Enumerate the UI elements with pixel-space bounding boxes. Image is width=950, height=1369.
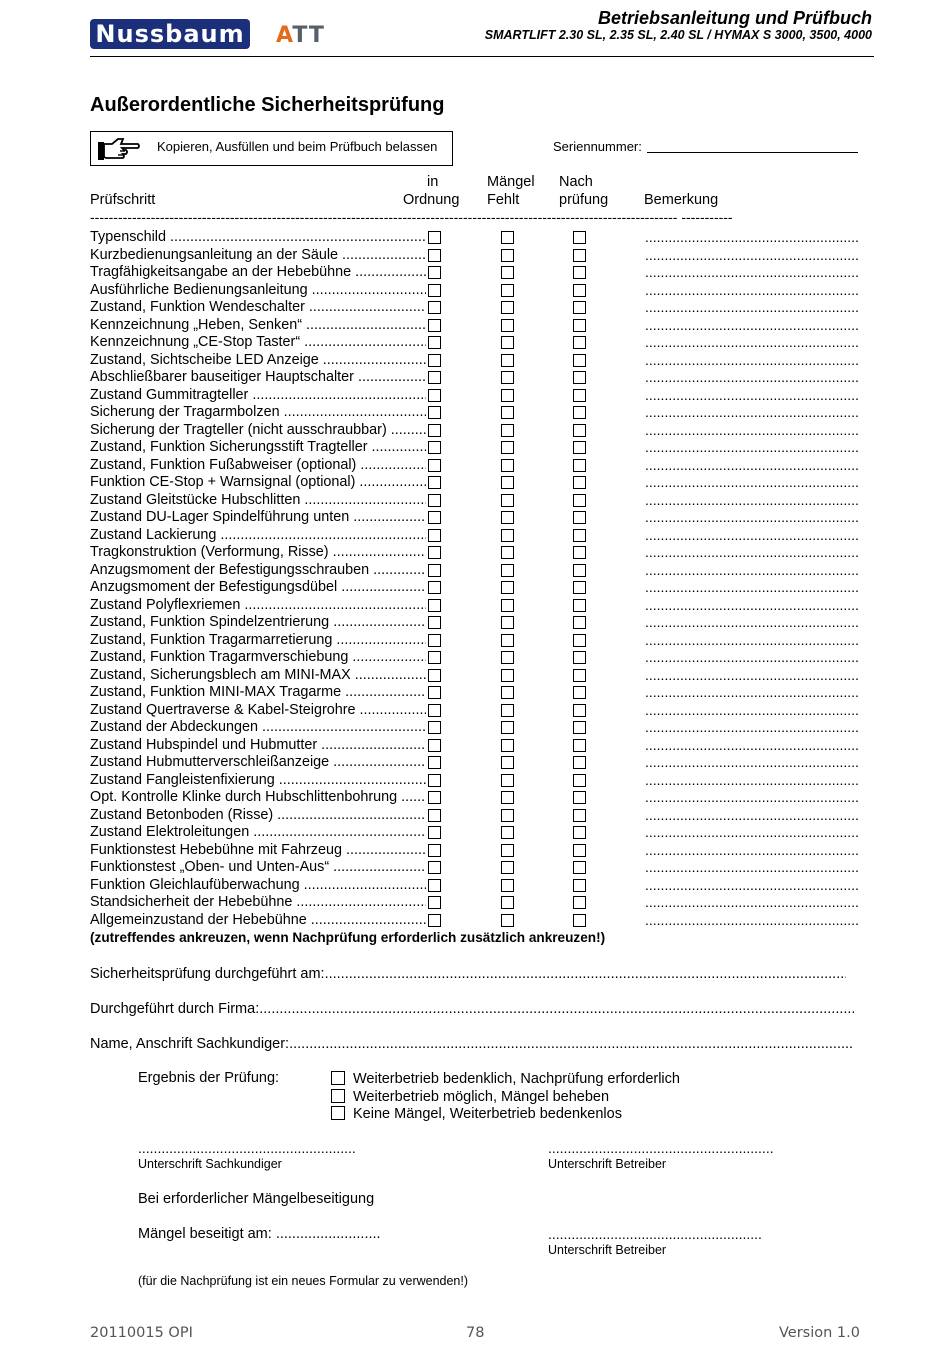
remark-field[interactable] — [645, 684, 858, 701]
checklist-item-label: Zustand, Funktion Tragarmverschiebung ..... — [90, 649, 426, 666]
checkbox-ok[interactable] — [428, 564, 441, 577]
header-separator: ------------------------------------------------------------------------------------------------------------------------------ ----------- — [90, 209, 733, 225]
remark-field[interactable] — [645, 334, 858, 351]
checkbox-recheck[interactable] — [573, 581, 586, 594]
pointing-hand-icon — [96, 136, 140, 162]
checkbox-ok[interactable] — [428, 756, 441, 769]
checkbox-defect[interactable] — [501, 459, 514, 472]
performed-by-field[interactable]: Durchgeführt durch Firma: ..... — [90, 1000, 854, 1018]
checkbox-recheck[interactable] — [573, 564, 586, 577]
checkbox-recheck[interactable] — [573, 669, 586, 682]
checkbox-defect[interactable] — [501, 494, 514, 507]
result-option-3[interactable] — [331, 1105, 622, 1123]
checkbox-defect[interactable] — [501, 581, 514, 594]
checkbox-recheck[interactable] — [573, 406, 586, 419]
checkbox-recheck[interactable] — [573, 354, 586, 367]
checkbox-recheck[interactable] — [573, 861, 586, 874]
checkbox-ok[interactable] — [428, 809, 441, 822]
result-option-1-label: Weiterbetrieb bedenklich, Nachprüfung erforderlich — [353, 1071, 680, 1087]
checkbox-defect[interactable] — [501, 249, 514, 262]
checkbox-recheck[interactable] — [573, 336, 586, 349]
checklist-item-label: Zustand DU-Lager Spindelführung unten ..... — [90, 509, 426, 526]
remark-field[interactable] — [645, 842, 858, 859]
checklist-item-label: Zustand, Sichtscheibe LED Anzeige ..... — [90, 352, 426, 369]
remark-field[interactable] — [645, 544, 858, 561]
att-logo: ATT — [276, 23, 325, 48]
checklist-item-label: Typenschild ..... — [90, 229, 426, 246]
checklist-item-label: Sicherung der Tragteller (nicht ausschraubbar) ..... — [90, 422, 426, 439]
remark-field[interactable] — [645, 562, 858, 579]
checkbox-recheck[interactable] — [573, 476, 586, 489]
checkbox-recheck[interactable] — [573, 721, 586, 734]
checkbox-ok[interactable] — [428, 336, 441, 349]
remark-field[interactable] — [645, 247, 858, 264]
checkbox-recheck[interactable] — [573, 319, 586, 332]
remark-field[interactable] — [645, 352, 858, 369]
checkbox-recheck[interactable] — [573, 739, 586, 752]
checkbox-ok[interactable] — [428, 476, 441, 489]
operator-signature-caption: Unterschrift Betreiber — [548, 1157, 667, 1171]
checkbox-ok[interactable] — [428, 511, 441, 524]
checkbox-recheck[interactable] — [573, 529, 586, 542]
checkbox-ok[interactable] — [428, 826, 441, 839]
remark-field[interactable] — [645, 439, 858, 456]
checkbox-recheck[interactable] — [573, 266, 586, 279]
header-divider — [90, 56, 874, 57]
serial-number-label: Seriennummer: — [553, 139, 642, 154]
checklist-item-label: Zustand Gummitragteller ..... — [90, 387, 426, 404]
checkbox-ok[interactable] — [428, 791, 441, 804]
remark-field[interactable] — [645, 614, 858, 631]
checkbox-recheck[interactable] — [573, 546, 586, 559]
checkbox-ok[interactable] — [428, 494, 441, 507]
checkbox-recheck[interactable] — [573, 879, 586, 892]
checklist-item-label: Tragkonstruktion (Verformung, Risse) ..... — [90, 544, 426, 561]
checkbox-defect[interactable] — [501, 651, 514, 664]
remark-field[interactable] — [645, 474, 858, 491]
checklist-item-label: Zustand Fangleistenfixierung ..... — [90, 772, 426, 789]
checklist-item-label: Zustand Quertraverse & Kabel-Steigrohre ..... — [90, 702, 426, 719]
checkbox-ok[interactable] — [428, 721, 441, 734]
checkbox-ok[interactable] — [428, 319, 441, 332]
remark-field[interactable] — [645, 737, 858, 754]
remark-field[interactable] — [645, 264, 858, 281]
checklist-item-label: Anzugsmoment der Befestigungsdübel ..... — [90, 579, 426, 596]
checklist-item-label: Kennzeichnung „Heben, Senken“ ..... — [90, 317, 426, 334]
page-heading: Außerordentliche Sicherheitsprüfung — [90, 94, 445, 116]
checkbox-recheck[interactable] — [573, 424, 586, 437]
remark-field[interactable] — [645, 772, 858, 789]
remark-field[interactable] — [645, 859, 858, 876]
checkbox-recheck[interactable] — [573, 826, 586, 839]
operator-signature-line[interactable]: .......................................................... — [548, 1140, 774, 1156]
checkbox-recheck[interactable] — [573, 301, 586, 314]
checkbox-defect[interactable] — [501, 284, 514, 297]
repair-heading: Bei erforderlicher Mängelbeseitigung — [138, 1191, 375, 1207]
checkbox-defect[interactable] — [501, 336, 514, 349]
remark-field[interactable] — [645, 422, 858, 439]
checkbox-ok[interactable] — [428, 616, 441, 629]
checklist-item-label: Anzugsmoment der Befestigungsschrauben ..... — [90, 562, 426, 579]
expert-signature-caption: Unterschrift Sachkundiger — [138, 1157, 282, 1171]
checkbox-recheck[interactable] — [573, 791, 586, 804]
checklist-item-label: Zustand Polyflexriemen ..... — [90, 597, 426, 614]
checkbox-ok[interactable] — [428, 879, 441, 892]
checkbox-recheck[interactable] — [573, 389, 586, 402]
result-label: Ergebnis der Prüfung: — [138, 1070, 280, 1086]
col-ok-line2: Ordnung — [403, 192, 460, 208]
checkbox-defect[interactable] — [501, 231, 514, 244]
checklist-item-label: Zustand, Sicherungsblech am MINI-MAX ..... — [90, 667, 426, 684]
remark-field[interactable] — [645, 824, 858, 841]
remark-field[interactable] — [645, 894, 858, 911]
checkbox-defect[interactable] — [501, 896, 514, 909]
col-defect-line1: Mängel — [487, 174, 535, 190]
checklist-item-label: Zustand Betonboden (Risse) ..... — [90, 807, 426, 824]
document-title: Betriebsanleitung und Prüfbuch — [597, 8, 872, 28]
checklist-item-label: Zustand der Abdeckungen ..... — [90, 719, 426, 736]
checkbox-recheck[interactable] — [573, 599, 586, 612]
checkbox-ok[interactable] — [428, 389, 441, 402]
checkbox-ok[interactable] — [428, 896, 441, 909]
checkbox-ok[interactable] — [428, 634, 441, 647]
checkbox-ok[interactable] — [428, 686, 441, 699]
checkbox-recheck[interactable] — [573, 284, 586, 297]
checkbox-recheck[interactable] — [573, 459, 586, 472]
checklist-item-label: Funktion Gleichlaufüberwachung ..... — [90, 877, 426, 894]
checklist-item-label: Zustand Elektroleitungen ..... — [90, 824, 426, 841]
checkbox-recheck[interactable] — [573, 441, 586, 454]
result-option-1[interactable] — [331, 1070, 680, 1088]
checklist-item-label: Zustand Hubmutterverschleißanzeige ..... — [90, 754, 426, 771]
checkbox-ok[interactable] — [428, 651, 441, 664]
checkbox-defect[interactable] — [501, 914, 514, 927]
col-ok-line1: in — [427, 174, 439, 190]
checklist-item-label: Funktionstest „Oben- und Unten-Aus“ ..... — [90, 859, 426, 876]
checkbox-ok[interactable] — [428, 669, 441, 682]
checkbox-defect[interactable] — [501, 406, 514, 419]
expert-field[interactable]: Name, Anschrift Sachkundiger: ..... — [90, 1035, 853, 1053]
remark-field[interactable] — [645, 667, 858, 684]
remark-field[interactable] — [645, 229, 858, 246]
checkbox-defect[interactable] — [501, 476, 514, 489]
checklist-item-label: Kurzbedienungsanleitung an der Säule ..... — [90, 247, 426, 264]
checkbox-ok[interactable] — [428, 774, 441, 787]
checkbox-defect[interactable] — [501, 616, 514, 629]
checkbox-ok[interactable] — [428, 406, 441, 419]
checkbox-defect[interactable] — [501, 686, 514, 699]
checklist-item-label: Tragfähigkeitsangabe an der Hebebühne ..... — [90, 264, 426, 281]
footer-version: Version 1.0 — [779, 1325, 860, 1341]
checkbox-defect[interactable] — [501, 301, 514, 314]
serial-number-field[interactable] — [647, 152, 858, 153]
checkbox-recheck[interactable] — [573, 914, 586, 927]
checklist-item-label: Allgemeinzustand der Hebebühne ..... — [90, 912, 426, 929]
col-step: Prüfschritt — [90, 192, 156, 208]
checkbox-defect[interactable] — [501, 319, 514, 332]
remark-field[interactable] — [645, 702, 858, 719]
checkbox-defect[interactable] — [501, 791, 514, 804]
checkbox-ok[interactable] — [428, 441, 441, 454]
checklist-item-label: Zustand, Funktion Sicherungsstift Tragteller ..... — [90, 439, 426, 456]
repair-operator-signature-line[interactable]: ....................................................... — [548, 1226, 762, 1242]
remark-field[interactable] — [645, 492, 858, 509]
checkbox-recheck[interactable] — [573, 809, 586, 822]
checkbox-ok[interactable] — [428, 249, 441, 262]
checklist-item-label: Zustand, Funktion MINI-MAX Tragarme ..... — [90, 684, 426, 701]
checkbox-defect[interactable] — [501, 529, 514, 542]
checkbox-recheck[interactable] — [573, 231, 586, 244]
checkbox-ok[interactable] — [428, 546, 441, 559]
checkbox-ok[interactable] — [428, 599, 441, 612]
checklist-item-label: Zustand Lackierung ..... — [90, 527, 426, 544]
result-checkbox-1[interactable] — [331, 1071, 345, 1085]
remark-field[interactable] — [645, 387, 858, 404]
remark-field[interactable] — [645, 649, 858, 666]
checkbox-defect[interactable] — [501, 721, 514, 734]
remark-field[interactable] — [645, 912, 858, 929]
checkbox-defect[interactable] — [501, 266, 514, 279]
checkbox-defect[interactable] — [501, 441, 514, 454]
checklist-item-label: Ausführliche Bedienungsanleitung ..... — [90, 282, 426, 299]
remark-field[interactable] — [645, 404, 858, 421]
checkbox-ok[interactable] — [428, 529, 441, 542]
remark-field[interactable] — [645, 299, 858, 316]
checkbox-ok[interactable] — [428, 844, 441, 857]
checklist-item-label: Zustand, Funktion Spindelzentrierung ..... — [90, 614, 426, 631]
result-checkbox-3[interactable] — [331, 1106, 345, 1120]
remark-field[interactable] — [645, 632, 858, 649]
checkbox-recheck[interactable] — [573, 371, 586, 384]
remark-field[interactable] — [645, 719, 858, 736]
checkbox-recheck[interactable] — [573, 651, 586, 664]
remark-field[interactable] — [645, 789, 858, 806]
new-form-note: (für die Nachprüfung ist ein neues Formular zu verwenden!) — [138, 1274, 469, 1288]
result-option-2[interactable] — [331, 1088, 609, 1106]
result-option-3-label: Keine Mängel, Weiterbetrieb bedenkenlos — [353, 1106, 622, 1122]
checkbox-defect[interactable] — [501, 739, 514, 752]
checkbox-defect[interactable] — [501, 511, 514, 524]
performed-on-field[interactable]: Sicherheitsprüfung durchgeführt am: ..... — [90, 965, 846, 983]
remark-field[interactable] — [645, 579, 858, 596]
checkbox-recheck[interactable] — [573, 634, 586, 647]
checkbox-ok[interactable] — [428, 459, 441, 472]
checkbox-ok[interactable] — [428, 704, 441, 717]
col-remark: Bemerkung — [644, 192, 719, 208]
copy-note-text: Kopieren, Ausfüllen und beim Prüfbuch belassen — [157, 139, 438, 154]
checkbox-defect[interactable] — [501, 669, 514, 682]
checklist-item-label: Zustand, Funktion Wendeschalter ..... — [90, 299, 426, 316]
footer-page-number: 78 — [466, 1325, 485, 1341]
checkbox-ok[interactable] — [428, 914, 441, 927]
checklist-item-label: Funktionstest Hebebühne mit Fahrzeug ..... — [90, 842, 426, 859]
checkbox-ok[interactable] — [428, 861, 441, 874]
checkbox-ok[interactable] — [428, 354, 441, 367]
checkbox-recheck[interactable] — [573, 511, 586, 524]
remark-field[interactable] — [645, 527, 858, 544]
checkbox-recheck[interactable] — [573, 896, 586, 909]
checkbox-defect[interactable] — [501, 704, 514, 717]
checkbox-ok[interactable] — [428, 581, 441, 594]
col-recheck-line2: prüfung — [559, 192, 609, 208]
result-checkbox-2[interactable] — [331, 1089, 345, 1103]
remark-field[interactable] — [645, 317, 858, 334]
checklist-item-label: Opt. Kontrolle Klinke durch Hubschlittenbohrung ..... — [90, 789, 426, 806]
repair-date-field[interactable]: Mängel beseitigt am: .......................... — [138, 1226, 381, 1242]
checkbox-defect[interactable] — [501, 861, 514, 874]
checklist-item-label: Zustand Gleitstücke Hubschlitten ..... — [90, 492, 426, 509]
checklist-item-label: Abschließbarer bauseitiger Hauptschalter ..... — [90, 369, 426, 386]
footer-doc-code: 20110015 OPI — [90, 1325, 193, 1341]
checkbox-recheck[interactable] — [573, 249, 586, 262]
remark-field[interactable] — [645, 597, 858, 614]
checkbox-recheck[interactable] — [573, 774, 586, 787]
checkbox-defect[interactable] — [501, 774, 514, 787]
checklist-item-label: Zustand, Funktion Fußabweiser (optional) ..... — [90, 457, 426, 474]
checkbox-defect[interactable] — [501, 599, 514, 612]
checkbox-ok[interactable] — [428, 739, 441, 752]
checkbox-defect[interactable] — [501, 389, 514, 402]
checkbox-defect[interactable] — [501, 844, 514, 857]
repair-operator-caption: Unterschrift Betreiber — [548, 1243, 667, 1257]
checklist-item-label: Sicherung der Tragarmbolzen ..... — [90, 404, 426, 421]
checkbox-ok[interactable] — [428, 424, 441, 437]
checkbox-ok[interactable] — [428, 301, 441, 314]
remark-field[interactable] — [645, 457, 858, 474]
checklist-item-label: Kennzeichnung „CE-Stop Taster“ ..... — [90, 334, 426, 351]
remark-field[interactable] — [645, 807, 858, 824]
checkbox-defect[interactable] — [501, 879, 514, 892]
checkbox-ok[interactable] — [428, 231, 441, 244]
checkbox-defect[interactable] — [501, 354, 514, 367]
nussbaum-logo: Nussbaum — [90, 19, 250, 49]
checkbox-recheck[interactable] — [573, 844, 586, 857]
checklist-item-label: Funktion CE-Stop + Warnsignal (optional) ..... — [90, 474, 426, 491]
remark-field[interactable] — [645, 754, 858, 771]
col-recheck-line1: Nach — [559, 174, 593, 190]
col-defect-line2: Fehlt — [487, 192, 520, 208]
checkbox-ok[interactable] — [428, 266, 441, 279]
document-subtitle: SMARTLIFT 2.30 SL, 2.35 SL, 2.40 SL / HYMAX S 3000, 3500, 4000 — [484, 28, 872, 42]
copy-note-box — [90, 131, 453, 166]
checkbox-defect[interactable] — [501, 424, 514, 437]
checkbox-defect[interactable] — [501, 826, 514, 839]
checkbox-ok[interactable] — [428, 284, 441, 297]
checkbox-defect[interactable] — [501, 634, 514, 647]
expert-signature-line[interactable]: ........................................................ — [138, 1140, 356, 1156]
checkbox-recheck[interactable] — [573, 616, 586, 629]
checkbox-recheck[interactable] — [573, 686, 586, 699]
remark-field[interactable] — [645, 877, 858, 894]
checkbox-defect[interactable] — [501, 371, 514, 384]
checkbox-defect[interactable] — [501, 809, 514, 822]
remark-field[interactable] — [645, 369, 858, 386]
checklist-footnote: (zutreffendes ankreuzen, wenn Nachprüfung erforderlich zusätzlich ankreuzen!) — [90, 930, 606, 945]
checkbox-recheck[interactable] — [573, 756, 586, 769]
checkbox-defect[interactable] — [501, 564, 514, 577]
checkbox-recheck[interactable] — [573, 704, 586, 717]
result-option-2-label: Weiterbetrieb möglich, Mängel beheben — [353, 1089, 610, 1105]
remark-field[interactable] — [645, 509, 858, 526]
remark-field[interactable] — [645, 282, 858, 299]
checkbox-defect[interactable] — [501, 756, 514, 769]
checklist-item-label: Zustand, Funktion Tragarmarretierung ..... — [90, 632, 426, 649]
checkbox-ok[interactable] — [428, 371, 441, 384]
checkbox-recheck[interactable] — [573, 494, 586, 507]
checklist-item-label: Zustand Hubspindel und Hubmutter ..... — [90, 737, 426, 754]
checklist-item-label: Standsicherheit der Hebebühne ..... — [90, 894, 426, 911]
checkbox-defect[interactable] — [501, 546, 514, 559]
